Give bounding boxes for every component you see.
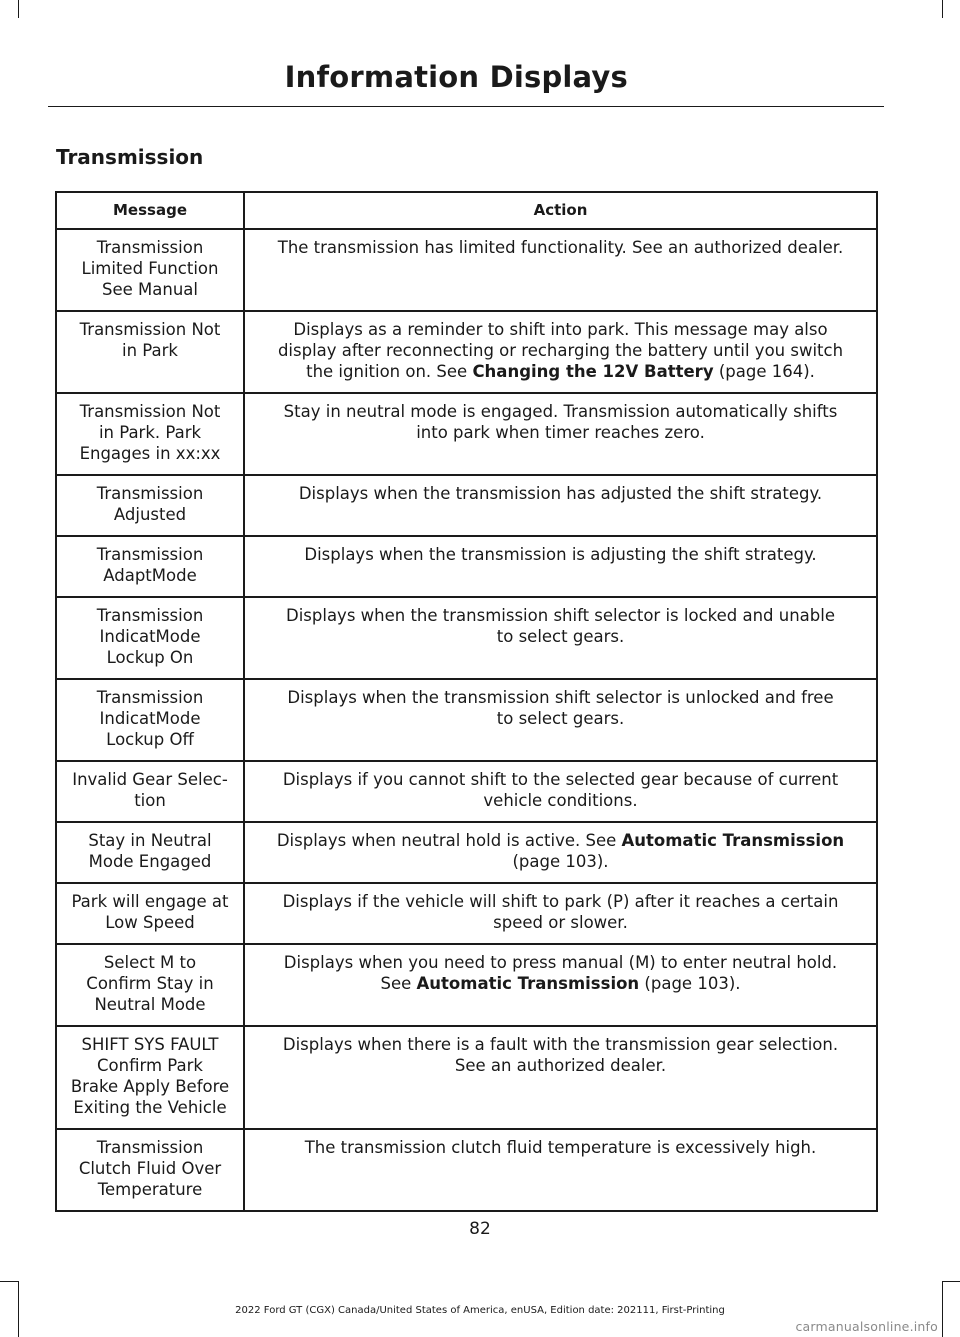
page-reference: (page 164).: [713, 362, 815, 381]
action-text: Displays when the transmission is adjusting the shift strategy.: [304, 545, 817, 564]
message-text: Lockup On: [106, 648, 194, 667]
table-row: [56, 597, 877, 679]
footer-edition-text: 2022 Ford GT (CGX) Canada/United States of America, enUSA, Edition date: 202111, First-Printing: [235, 1305, 725, 1316]
table-row: [56, 761, 877, 822]
action-text: display after reconnecting or recharging the battery until you switch: [277, 341, 844, 360]
message-text: Exiting the Vehicle: [73, 1098, 227, 1117]
message-cell: [56, 311, 244, 393]
table-row: [56, 1129, 877, 1211]
message-cell: [56, 597, 244, 679]
action-text: Displays when you need to press manual (M) to enter neutral hold.: [283, 953, 838, 972]
action-cell: [244, 536, 877, 597]
message-text: Transmission: [96, 1138, 204, 1157]
action-cell: [244, 883, 877, 944]
action-cell: [244, 944, 877, 1026]
message-cell: [56, 229, 244, 311]
message-text: Transmission Not: [79, 320, 221, 339]
message-text: Adjusted: [113, 505, 187, 524]
message-text: Park will engage at: [71, 892, 229, 911]
action-text: the ignition on. See: [306, 362, 473, 381]
action-cell: [244, 229, 877, 311]
action-text: See: [380, 974, 417, 993]
table-row: [56, 944, 877, 1026]
message-text: IndicatMode: [99, 627, 201, 646]
message-text: Stay in Neutral: [88, 831, 212, 850]
message-text: Neutral Mode: [94, 995, 206, 1014]
action-text: Stay in neutral mode is engaged. Transmission automatically shifts: [283, 402, 838, 421]
message-text: See Manual: [102, 280, 198, 299]
crop-mark: [0, 1281, 18, 1282]
message-text: Transmission: [96, 545, 204, 564]
crop-mark: [18, 0, 19, 18]
message-cell: [56, 679, 244, 761]
table-row: [56, 883, 877, 944]
message-text: Temperature: [97, 1180, 203, 1199]
message-text: Clutch Fluid Over: [78, 1159, 222, 1178]
message-cell: [56, 1129, 244, 1211]
action-text: to select gears.: [496, 627, 625, 646]
message-text: Confirm Stay in: [86, 974, 214, 993]
watermark: carmanualsonline.info: [795, 1319, 938, 1334]
action-cell: [244, 311, 877, 393]
action-cell: [244, 822, 877, 883]
action-text: Displays when the transmission shift selector is unlocked and free: [287, 688, 834, 707]
message-text: Select M to: [103, 953, 197, 972]
section-title: Transmission: [56, 145, 204, 169]
crop-mark: [942, 0, 943, 18]
action-column-header: Action: [244, 192, 877, 229]
message-cell: [56, 393, 244, 475]
table-header-row: [56, 192, 877, 229]
table-row: [56, 393, 877, 475]
crop-mark: [942, 1281, 960, 1282]
header-rule: [48, 106, 884, 107]
table-row: [56, 679, 877, 761]
message-text: Engages in xx:xx: [79, 444, 221, 463]
action-text: to select gears.: [496, 709, 625, 728]
table-row: [56, 229, 877, 311]
message-cell: [56, 536, 244, 597]
table-row: [56, 311, 877, 393]
message-text: in Park: [122, 341, 178, 360]
page-reference: (page 103).: [639, 974, 741, 993]
action-text: The transmission has limited functionality. See an authorized dealer.: [277, 238, 844, 257]
message-text: Confirm Park: [97, 1056, 203, 1075]
page-reference: (page 103).: [512, 852, 609, 871]
message-text: Transmission: [96, 484, 204, 503]
action-text: Displays if the vehicle will shift to park (P) after it reaches a certain: [282, 892, 839, 911]
transmission-messages-table: [55, 191, 878, 1212]
table-row: [56, 822, 877, 883]
message-text: Transmission: [96, 688, 204, 707]
message-text: Limited Function: [81, 259, 219, 278]
message-cell: [56, 944, 244, 1026]
table-row: [56, 475, 877, 536]
action-cell: [244, 761, 877, 822]
message-column-header: Message: [56, 192, 244, 229]
message-cell: [56, 822, 244, 883]
action-text: Displays when the transmission has adjusted the shift strategy.: [298, 484, 823, 503]
action-text: into park when timer reaches zero.: [416, 423, 705, 442]
table-row: [56, 1026, 877, 1129]
action-text: The transmission clutch fluid temperature is excessively high.: [304, 1138, 817, 1157]
message-cell: [56, 761, 244, 822]
message-text: Transmission Not: [79, 402, 221, 421]
message-text: Brake Apply Before: [70, 1077, 230, 1096]
message-text: Lockup Off: [106, 730, 194, 749]
message-cell: [56, 883, 244, 944]
message-text: SHIFT SYS FAULT: [81, 1035, 219, 1054]
message-text: tion: [134, 791, 166, 810]
table-row: [56, 536, 877, 597]
action-cell: [244, 1026, 877, 1129]
message-text: Transmission: [96, 238, 204, 257]
page-number: 82: [469, 1219, 491, 1239]
action-text: Displays as a reminder to shift into park. This message may also: [293, 320, 828, 339]
message-cell: [56, 1026, 244, 1129]
action-text: Displays when the transmission shift selector is locked and unable: [286, 606, 835, 625]
action-cell: [244, 1129, 877, 1211]
action-text: Displays if you cannot shift to the selected gear because of current: [282, 770, 839, 789]
action-text: Displays when there is a fault with the transmission gear selection.: [282, 1035, 839, 1054]
action-text: vehicle conditions.: [483, 791, 638, 810]
cross-reference-link[interactable]: Automatic Transmission: [621, 831, 845, 850]
message-text: in Park. Park: [98, 423, 202, 442]
cross-reference-link[interactable]: Automatic Transmission: [416, 974, 640, 993]
action-cell: [244, 679, 877, 761]
action-text: Displays when neutral hold is active. See: [276, 831, 622, 850]
message-text: AdaptMode: [103, 566, 197, 585]
action-text: speed or slower.: [493, 913, 628, 932]
message-text: Invalid Gear Selec-: [72, 770, 228, 789]
message-text: IndicatMode: [99, 709, 201, 728]
message-text: Transmission: [96, 606, 204, 625]
action-cell: [244, 393, 877, 475]
message-text: Low Speed: [105, 913, 195, 932]
action-cell: [244, 475, 877, 536]
action-text: See an authorized dealer.: [454, 1056, 667, 1075]
action-cell: [244, 597, 877, 679]
message-cell: [56, 475, 244, 536]
cross-reference-link[interactable]: Changing the 12V Battery: [472, 362, 714, 381]
message-text: Mode Engaged: [88, 852, 212, 871]
table-body: [56, 229, 877, 1211]
chapter-title: Information Displays: [284, 60, 628, 94]
